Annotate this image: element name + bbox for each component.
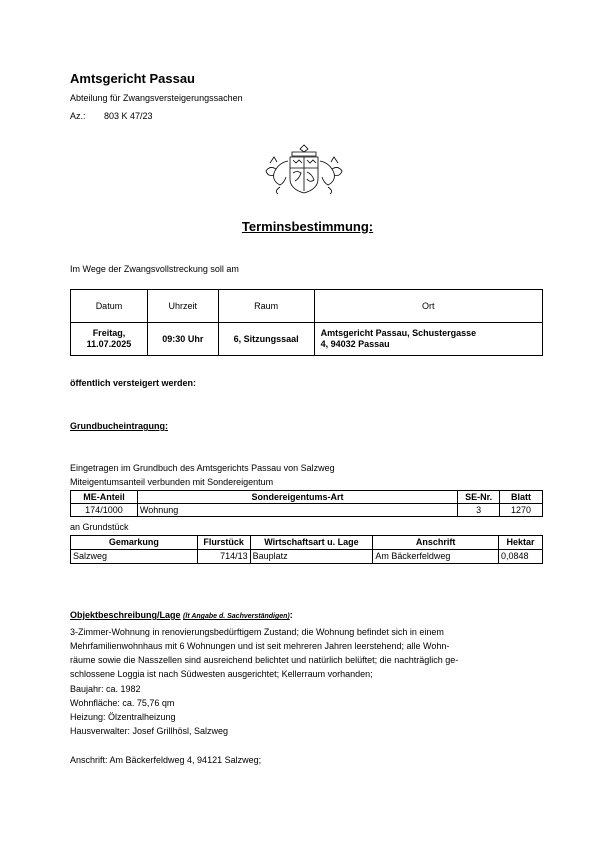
construction-year: Baujahr: ca. 1982 [70,684,141,694]
header-sheet: Blatt [500,491,543,504]
court-name: Amtsgericht Passau [70,71,195,86]
object-heading-text: Objektbeschreibung/Lage [70,610,181,620]
co-ownership-header-row [71,491,543,504]
header-share: ME-Anteil [71,491,138,504]
parcel-header-row [71,536,543,550]
schedule-place [314,323,542,356]
heating: Heizung: Ölzentralheizung [70,712,176,722]
file-number-label: Az.: [70,111,86,121]
parcel-table [70,535,543,564]
file-number: 803 K 47/23 [104,111,153,121]
land-register-line-2: Miteigentumsanteil verbunden mit Sondereigentum [70,477,274,487]
object-description-line-3: räume sowie die Nasszellen sind ausreichend belichtet und natürlich belüftet; die nachträglich ge- [70,655,459,665]
place-line-1: Amtsgericht Passau, Schustergasse [320,328,477,338]
schedule-time: 09:30 Uhr [147,323,218,356]
object-heading-note: (lt Angabe d. Sachverständigen) [183,613,290,620]
header-plot: Flurstück [197,536,250,550]
header-place: Ort [314,290,542,323]
header-district: Gemarkung [71,536,198,550]
plot-value: 714/13 [197,550,250,564]
schedule-table [70,289,543,356]
header-address: Anschrift [373,536,499,550]
parcel-row [71,550,543,564]
object-description-line-2: Mehrfamilienwohnhaus mit 6 Wohnungen und ist seit mehreren Jahren leerstehend; alle Wohn- [70,641,450,651]
hectare-value: 0,0848 [499,550,543,564]
court-department: Abteilung für Zwangsversteigerungssachen [70,93,243,103]
usage-value: Bauplatz [250,550,373,564]
document-title: Terminsbestimmung: [241,219,374,234]
header-date: Datum [71,290,148,323]
property-address: Anschrift: Am Bäckerfeldweg 4, 94121 Salzweg; [70,755,262,765]
date-weekday: Freitag, [92,328,126,338]
living-area: Wohnfläche: ca. 75,76 qm [70,698,175,708]
header-usage: Wirtschaftsart u. Lage [250,536,373,550]
date-value: 11.07.2025 [86,339,132,349]
header-se-number: SE-Nr. [458,491,500,504]
address-value: Am Bäckerfeldweg [373,550,499,564]
land-register-line-1: Eingetragen im Grundbuch des Amtsgerichts Passau von Salzweg [70,463,335,473]
auction-statement: öffentlich versteigert werden: [70,378,197,388]
co-ownership-row [71,504,543,517]
header-ownership-type: Sondereigentums-Art [137,491,457,504]
object-heading-colon: : [289,610,293,620]
schedule-room: 6, Sitzungssaal [218,323,314,356]
bavarian-coat-of-arms-icon [262,143,346,195]
parcel-label: an Grundstück [70,522,129,532]
property-manager: Hausverwalter: Josef Grillhösl, Salzweg [70,726,229,736]
ownership-type-value: Wohnung [137,504,457,517]
object-description-heading [70,610,293,622]
co-ownership-table [70,490,543,517]
header-hectare: Hektar [499,536,543,550]
header-room: Raum [218,290,314,323]
place-line-2: 4, 94032 Passau [320,339,390,349]
header-time: Uhrzeit [147,290,218,323]
land-register-heading: Grundbucheintragung: [70,421,168,431]
object-description-line-4: schlossene Loggia ist nach Südwesten ausgerichtet; Kellerraum vorhanden; [70,669,373,679]
schedule-date [71,323,148,356]
share-value: 174/1000 [71,504,138,517]
district-value: Salzweg [71,550,198,564]
object-description-line-1: 3-Zimmer-Wohnung in renovierungsbedürftigem Zustand; die Wohnung befindet sich in einem [70,627,444,637]
intro-text: Im Wege der Zwangsvollstreckung soll am [70,264,239,274]
se-number-value: 3 [458,504,500,517]
schedule-header-row [71,290,543,323]
sheet-value: 1270 [500,504,543,517]
schedule-row [71,323,543,356]
